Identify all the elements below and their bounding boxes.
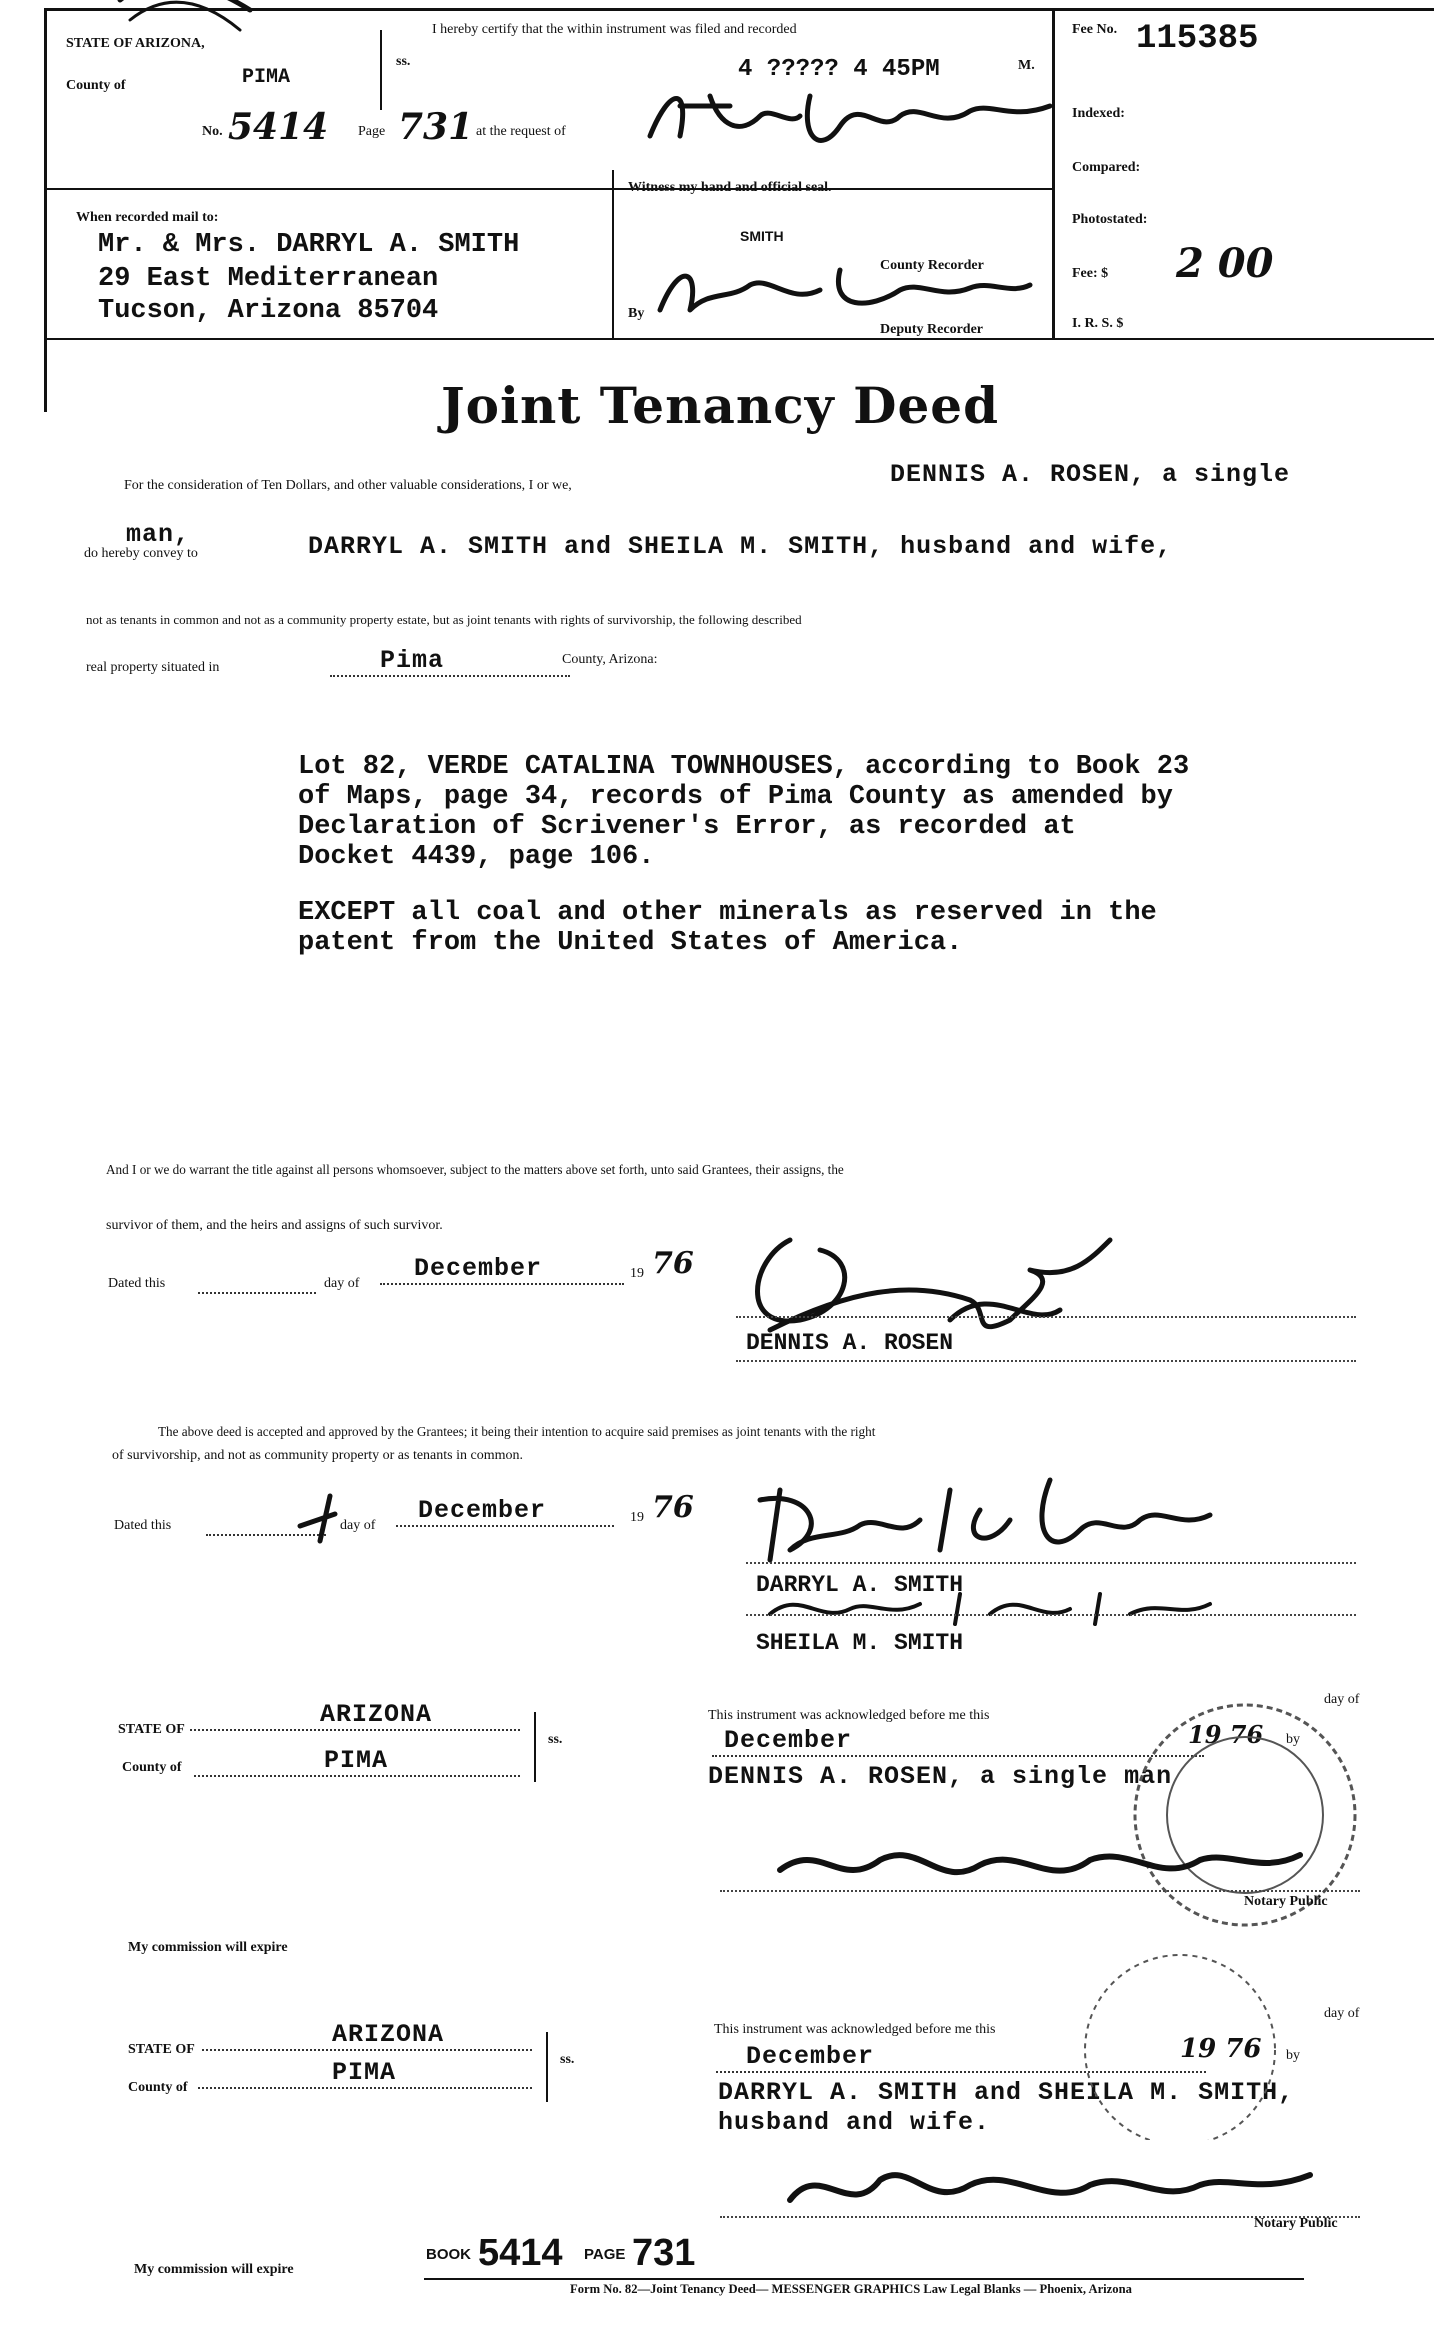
mail-divider [612, 170, 614, 338]
page-label: Page [358, 124, 386, 139]
ack1-state-label: STATE OF [118, 1722, 185, 1737]
ack2-ss: ss. [560, 2052, 575, 2067]
deputy-label: Deputy Recorder [880, 322, 984, 337]
fee-no-value: 115385 [1136, 20, 1259, 58]
sheila-signature-icon [760, 1584, 1220, 1634]
acceptance-dated-label: Dated this [114, 1518, 172, 1533]
acceptance-text-1: The above deed is accepted and approved by the Grantees; it being their intention to acquire said premises as joint tenants with the right [158, 1424, 876, 1439]
filed-time: 4 ????? 4 45PM [738, 56, 940, 83]
state-label: STATE OF ARIZONA, [66, 36, 205, 51]
convey-text: do hereby convey to [84, 546, 198, 561]
warranty-text-1: And I or we do warrant the title against all persons whomsoever, subject to the matters above set forth, unto said Grantees, their assigns, the [106, 1162, 844, 1177]
ack1-month: December [712, 1726, 1204, 1757]
legal-line-4: Docket 4439, page 106. [298, 842, 655, 872]
ack1-bracket [534, 1712, 536, 1782]
mail-to-line-3: Tucson, Arizona 85704 [98, 296, 439, 326]
fee-column-border [1052, 8, 1055, 338]
recorder-signature-icon [640, 250, 1040, 330]
recorder-divider [44, 188, 1054, 190]
ack1-person: DENNIS A. ROSEN, a single man [708, 1762, 1173, 1791]
page-footer-label: PAGE [584, 2246, 626, 2263]
ack2-by: by [1286, 2048, 1300, 2063]
witness-text: Witness my hand and official seal. [628, 180, 832, 195]
ack1-notary-label: Notary Public [1244, 1894, 1328, 1909]
county-value-body: Pima [330, 646, 570, 677]
recorder-name: SMITH [740, 228, 784, 244]
consideration-text: For the consideration of Ten Dollars, and other valuable considerations, I or we, [124, 478, 572, 493]
ss-label: ss. [396, 54, 411, 69]
notary-seal-2-icon [1050, 1950, 1310, 2140]
header-bottom-border [44, 338, 1434, 340]
situated-text: real property situated in [86, 660, 220, 675]
ack1-text: This instrument was acknowledged before me this [708, 1708, 990, 1723]
ack2-month: December [716, 2042, 1206, 2073]
fee-label: Fee: $ [1072, 266, 1109, 281]
warranty-dated-label: Dated this [108, 1276, 166, 1291]
ack2-state-value: ARIZONA [202, 2020, 532, 2051]
ack1-day-of: day of [1324, 1692, 1360, 1707]
docket-value: 5414 [228, 106, 329, 148]
page-footer-value: 731 [632, 2232, 696, 2274]
ack2-commission: My commission will expire [134, 2262, 294, 2277]
county-recorder-label: County Recorder [880, 258, 984, 273]
acceptance-day-label: day of [340, 1518, 376, 1533]
ack2-notary-label: Notary Public [1254, 2216, 1338, 2231]
grantees: DARRYL A. SMITH and SHEILA M. SMITH, husband and wife, [308, 532, 1173, 561]
request-label: at the request of [476, 124, 566, 139]
warranty-month: December [380, 1254, 624, 1285]
warranty-year: 76 [652, 1246, 694, 1281]
grantor: DENNIS A. ROSEN, a single [890, 460, 1291, 489]
photostated-label: Photostated: [1072, 212, 1148, 227]
warranty-day-blank [198, 1276, 316, 1294]
acceptance-month: December [396, 1496, 614, 1527]
filed-m: M. [1018, 58, 1035, 73]
bracket [380, 30, 382, 110]
fee-value: 2 00 [1176, 240, 1274, 287]
ack2-day-of: day of [1324, 2006, 1360, 2021]
ack1-by: by [1286, 1732, 1300, 1747]
ack2-text: This instrument was acknowledged before me this [714, 2022, 996, 2037]
except-line-2: patent from the United States of America. [298, 928, 963, 958]
book-label: BOOK [426, 2246, 471, 2263]
legal-line-3: Declaration of Scrivener's Error, as recorded at [298, 812, 1076, 842]
certify-text: I hereby certify that the within instrument was filed and recorded [432, 22, 797, 37]
rosen-signer: DENNIS A. ROSEN [746, 1330, 954, 1356]
form-text: Form No. 82—Joint Tenancy Deed— MESSENGER GRAPHICS Law Legal Blanks — Phoenix, Arizona [570, 2282, 1132, 2296]
indexed-label: Indexed: [1072, 106, 1125, 121]
grantor-cont: man, [126, 520, 191, 549]
book-value: 5414 [478, 2232, 563, 2274]
sheila-sig-line [746, 1614, 1356, 1616]
page-value: 731 [398, 106, 474, 148]
fee-no-label: Fee No. [1072, 22, 1118, 37]
ack2-bracket [546, 2032, 548, 2102]
ack2-year: 19 76 [1180, 2034, 1262, 2064]
except-line-1: EXCEPT all coal and other minerals as reserved in the [298, 898, 1157, 928]
ack1-state-value: ARIZONA [190, 1700, 520, 1731]
acceptance-year: 76 [652, 1490, 694, 1525]
ack2-person-1: DARRYL A. SMITH and SHEILA M. SMITH, [718, 2078, 1295, 2107]
sheila-signer: SHEILA M. SMITH [756, 1630, 964, 1656]
deed-title: Joint Tenancy Deed [440, 376, 1000, 435]
ack2-person-2: husband and wife. [718, 2108, 991, 2137]
warranty-year-prefix: 19 [630, 1266, 644, 1281]
requester-signature-icon [640, 76, 1060, 166]
county-suffix: County, Arizona: [562, 652, 658, 667]
county-value: PIMA [242, 66, 291, 89]
notary-2-signature-icon [770, 2150, 1330, 2230]
warranty-text-2: survivor of them, and the heirs and assigns of such survivor. [106, 1218, 443, 1233]
ack2-county-value: PIMA [198, 2058, 532, 2089]
footer-rule [424, 2278, 1304, 2280]
ack1-year: 19 76 [1188, 1720, 1264, 1749]
acceptance-day-mark-icon [290, 1486, 350, 1546]
ack1-county-label: County of [122, 1760, 182, 1775]
ack2-state-label: STATE OF [128, 2042, 195, 2057]
rosen-sig-line [736, 1316, 1356, 1319]
ack1-ss: ss. [548, 1732, 563, 1747]
by-label: By [628, 306, 645, 321]
acceptance-year-prefix: 19 [630, 1510, 644, 1525]
legal-line-2: of Maps, page 34, records of Pima County as amended by [298, 782, 1173, 812]
darryl-signer: DARRYL A. SMITH [756, 1572, 964, 1598]
left-border-top [44, 8, 47, 412]
ack1-commission: My commission will expire [128, 1940, 288, 1955]
tenancy-text: not as tenants in common and not as a community property estate, but as joint tenants with rights of survivorship, the following described [86, 612, 802, 627]
mail-to-line-1: Mr. & Mrs. DARRYL A. SMITH [98, 230, 520, 260]
docket-label: No. [202, 124, 223, 139]
compared-label: Compared: [1072, 160, 1141, 175]
legal-line-1: Lot 82, VERDE CATALINA TOWNHOUSES, according to Book 23 [298, 752, 1190, 782]
darryl-sig-line [746, 1562, 1356, 1564]
mail-to-line-2: 29 East Mediterranean [98, 264, 439, 294]
irs-label: I. R. S. $ [1072, 316, 1124, 331]
rosen-sig-line-2 [736, 1360, 1356, 1362]
county-label: County of [66, 78, 126, 93]
warranty-day-label: day of [324, 1276, 360, 1291]
mail-to-label: When recorded mail to: [76, 210, 219, 225]
ack1-county-value: PIMA [194, 1746, 520, 1777]
ack2-county-label: County of [128, 2080, 188, 2095]
acceptance-text-2: of survivorship, and not as community property or as tenants in common. [112, 1448, 523, 1463]
notary-1-line [720, 1890, 1360, 1892]
